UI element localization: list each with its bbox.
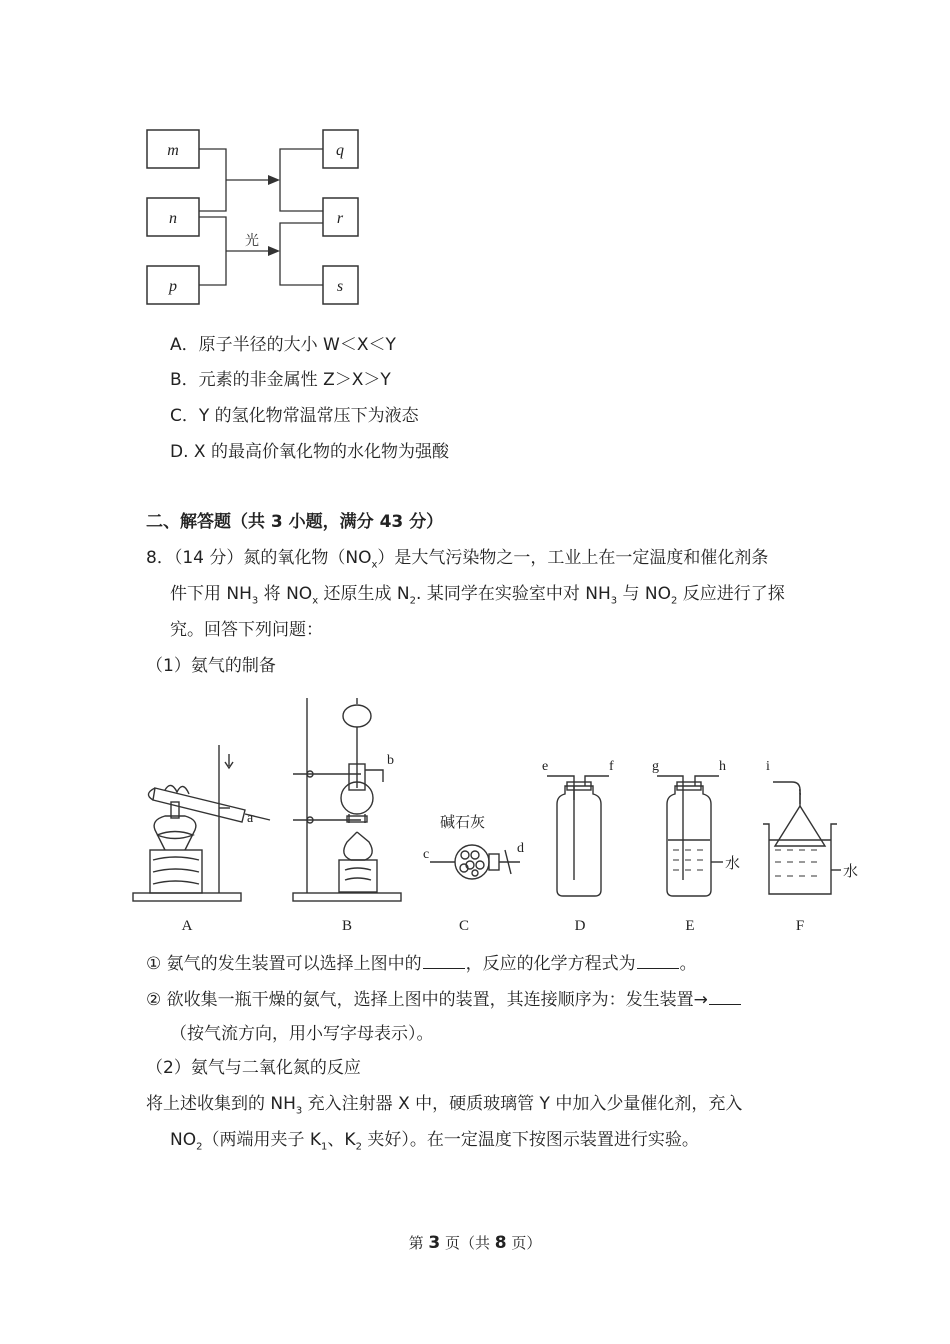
port-c: c: [423, 847, 430, 862]
reaction-flow-diagram: [140, 125, 370, 310]
apparatus-f: [763, 782, 841, 894]
sub-question-1: ① 氨气的发生装置可以选择上图中的 ，反应的化学方程式为 。: [146, 951, 697, 975]
label-c: C: [458, 918, 470, 934]
label-f: F: [795, 918, 805, 934]
current-page: 3: [428, 1233, 441, 1253]
box-m-label: m: [167, 142, 179, 159]
section-title: 二、解答题（共 3 小题，满分 43 分）: [146, 512, 444, 532]
option-a: A．原子半径的大小 W＜X＜Y: [170, 335, 396, 355]
answer-blank-1[interactable]: [423, 951, 465, 969]
port-f: f: [609, 759, 614, 774]
sub-question-2: ② 欲收集一瓶干燥的氨气，选择上图中的装置，其连接顺序为：发生装置→: [146, 987, 742, 1011]
part1-title: （1）氨气的制备: [146, 656, 276, 676]
label-b: B: [341, 918, 353, 934]
apparatus-figure: [125, 690, 865, 940]
water-label-e: 水: [725, 856, 741, 872]
sub-question-2-note: （按气流方向，用小写字母表示）。: [170, 1024, 434, 1044]
box-q-label: q: [336, 142, 344, 159]
port-e: e: [542, 759, 549, 774]
box-n-label: n: [169, 210, 177, 227]
box-r-label: r: [336, 210, 344, 227]
soda-lime-label: 碱石灰: [440, 815, 486, 831]
part2-title: （2）氨气与二氧化氮的反应: [146, 1058, 361, 1078]
q8-line3: 究。回答下列问题：: [170, 620, 323, 640]
total-pages: 8: [494, 1233, 507, 1253]
q8-line1: 8．（14 分）氮的氧化物$(NO_x)$是大气污染物之一，工业上在一定温度和催化剂条: [146, 548, 769, 571]
arrow-head-top: [268, 175, 280, 185]
q8-line2: 件下用 $NH_3$ 将 $NO_x$ 还原生成 $N_2$. 某同学在实验室中对 $NH_3$ 与 $NO_2$ 反应进行了探: [170, 584, 785, 607]
label-e: E: [685, 918, 695, 934]
arrow-head-bottom: [268, 246, 280, 256]
part2-line1: 将上述收集到的 $NH_3$ 充入注射器 X 中，硬质玻璃管 Y 中加入少量催化剂，充入: [146, 1094, 743, 1117]
option-b: B．元素的非金属性 Z＞X＞Y: [170, 370, 391, 390]
port-a: a: [247, 811, 254, 826]
apparatus-c: [430, 845, 520, 879]
box-s-label: s: [336, 278, 344, 295]
port-h: h: [719, 759, 726, 774]
water-label-f: 水: [843, 864, 859, 880]
part2-line2: $NO_2$（两端用夹子 $K_1$、$K_2$ 夹好）。在一定温度下按图示装置进行实验。: [170, 1130, 699, 1153]
answer-blank-3[interactable]: [709, 987, 741, 1005]
apparatus-b: [293, 698, 401, 901]
option-c: C．Y 的氢化物常温常压下为液态: [170, 406, 419, 426]
apparatus-e: [657, 776, 723, 896]
label-a: A: [181, 918, 193, 934]
page-footer: 第 3 页（共 8 页）: [408, 1233, 542, 1253]
answer-blank-2[interactable]: [637, 951, 679, 969]
label-d: D: [574, 918, 586, 934]
port-d: d: [517, 841, 524, 856]
apparatus-d: [547, 776, 609, 896]
box-p-label: p: [169, 278, 177, 295]
port-i: i: [766, 759, 770, 774]
port-g: g: [652, 759, 659, 774]
port-b: b: [387, 753, 394, 768]
option-d: D. X 的最高价氧化物的水化物为强酸: [170, 442, 449, 462]
light-label: 光: [245, 233, 259, 249]
